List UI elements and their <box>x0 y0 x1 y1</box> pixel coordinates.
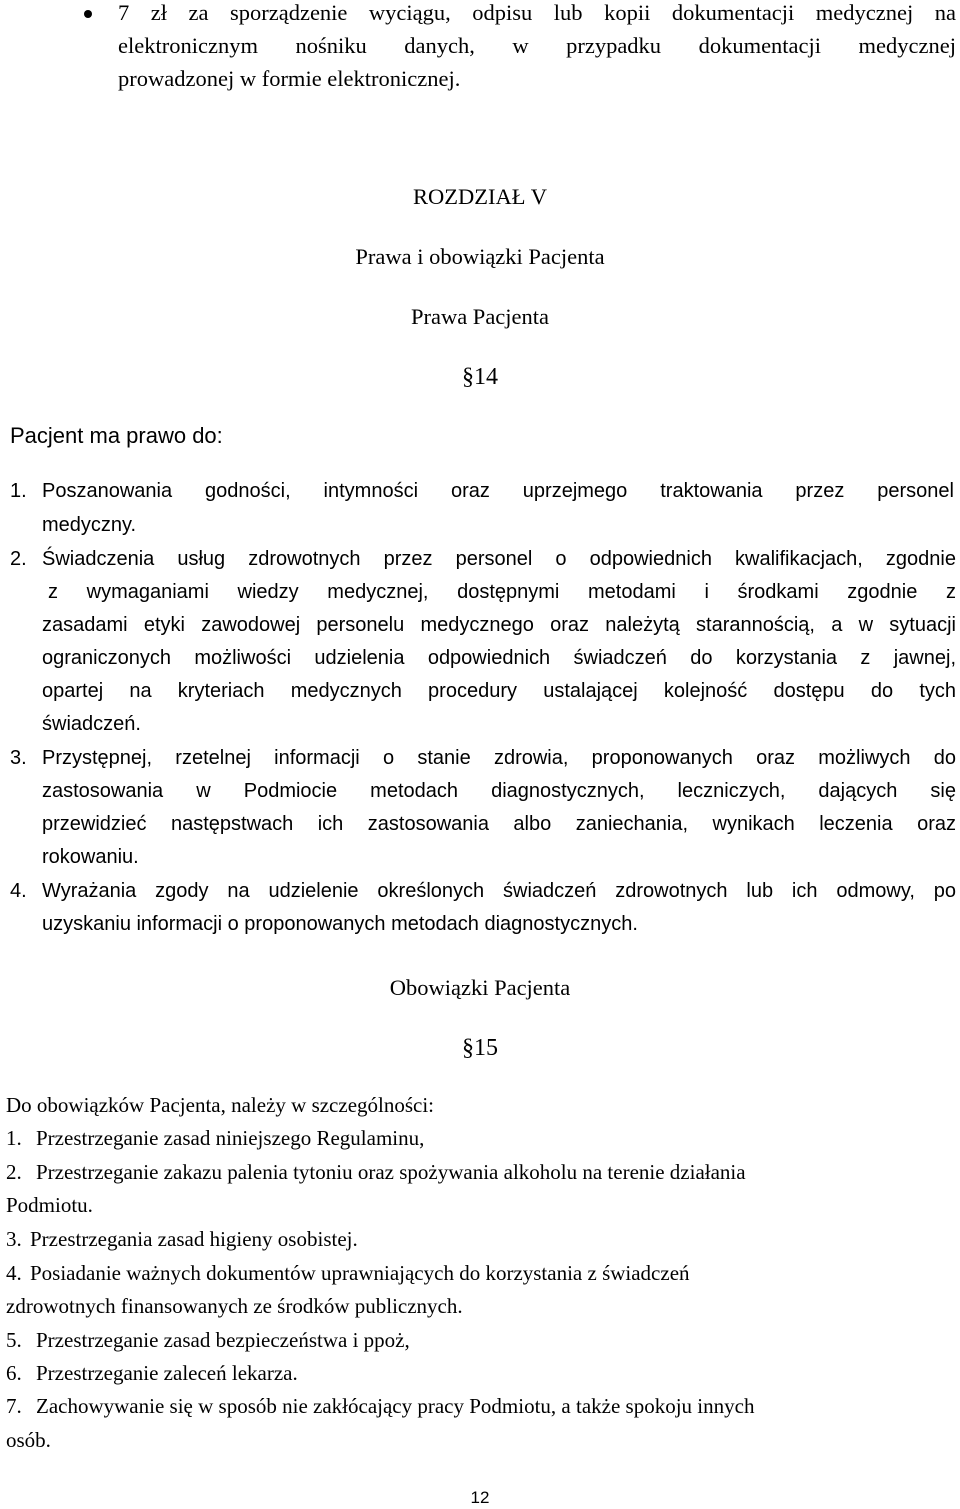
duties-intro: Do obowiązków Pacjenta, należy w szczególności: <box>6 1093 435 1117</box>
list-item-line: ograniczonych możliwości udzielenia odpowiednich świadczeń do korzystania z jawnej, <box>42 647 956 669</box>
list-item-line: przewidzieć następstwach ich zastosowania albo zaniechania, wynikach leczenia oraz <box>42 813 956 835</box>
bullet-dot-icon <box>84 10 92 18</box>
list-item-number: 1. <box>6 1126 22 1150</box>
list-item-line: uzyskaniu informacji o proponowanych metodach diagnostycznych. <box>42 913 638 935</box>
list-item-line: Przystępnej, rzetelnej informacji o stanie zdrowia, proponowanych oraz możliwych do <box>42 747 956 769</box>
list-item-line: Posiadanie ważnych dokumentów uprawniających do korzystania z świadczeń <box>30 1261 690 1285</box>
list-item-line: osób. <box>6 1428 51 1452</box>
list-item-number: 3. <box>10 747 27 769</box>
list-item-line: rokowaniu. <box>42 846 139 868</box>
rights-heading: Prawa Pacjenta <box>410 304 550 329</box>
list-item-number: 7. <box>6 1394 22 1418</box>
list-item-line: zasadami etyki zawodowej personelu medycznego oraz należytą starannością, a w sytuacji <box>42 614 956 636</box>
chapter-title: ROZDZIAŁ V <box>413 184 547 209</box>
list-item-line: medyczny. <box>42 514 137 536</box>
list-item-line: Przestrzeganie zasad bezpieczeństwa i ppoż, <box>36 1328 410 1352</box>
list-item-number: 4. <box>6 1261 22 1285</box>
bullet-line: 7 zł za sporządzenie wyciągu, odpisu lub kopii dokumentacji medycznej na <box>118 0 956 25</box>
rights-section-number: §14 <box>462 364 498 390</box>
list-item-line: zastosowania w Podmiocie metodach diagnostycznych, leczniczych, dających się <box>42 780 956 802</box>
list-item-line: świadczeń. <box>42 713 141 735</box>
list-item-line: Poszanowania godności, intymności oraz uprzejmego traktowania przez personel <box>42 480 954 502</box>
list-item-number: 6. <box>6 1361 22 1385</box>
list-item-line: Przestrzegania zasad higieny osobistej. <box>30 1227 358 1251</box>
list-item-line: Przestrzeganie zaleceń lekarza. <box>36 1361 298 1385</box>
list-item-line: Zachowywanie się w sposób nie zakłócający pracy Podmiotu, a także spokoju innych <box>36 1394 755 1418</box>
list-item-line: z wymaganiami wiedzy medycznej, dostępnymi metodami i środkami zgodnie z <box>48 581 956 603</box>
list-item-number: 3. <box>6 1227 22 1251</box>
list-item-line: Przestrzeganie zasad niniejszego Regulaminu, <box>36 1126 425 1150</box>
list-item-number: 4. <box>10 880 27 902</box>
list-item-line: Wyrażania zgody na udzielenie określonych świadczeń zdrowotnych lub ich odmowy, po <box>42 880 956 902</box>
list-item-line: Świadczenia usług zdrowotnych przez personel o odpowiednich kwalifikacjach, zgodnie <box>42 548 956 570</box>
list-item-line: zdrowotnych finansowanych ze środków publicznych. <box>6 1294 463 1318</box>
list-item-line: Przestrzeganie zakazu palenia tytoniu oraz spożywania alkoholu na terenie działania <box>36 1160 746 1184</box>
chapter-subtitle: Prawa i obowiązki Pacjenta <box>355 244 605 269</box>
list-item-line: Podmiotu. <box>6 1193 93 1217</box>
list-item-number: 5. <box>6 1328 22 1352</box>
duties-heading: Obowiązki Pacjenta <box>389 975 571 1000</box>
list-item-number: 2. <box>6 1160 22 1184</box>
duties-section-number: §15 <box>462 1035 498 1061</box>
bullet-line: prowadzonej w formie elektronicznej. <box>118 66 461 91</box>
list-item-number: 2. <box>10 548 27 570</box>
rights-intro: Pacjent ma prawo do: <box>10 423 223 448</box>
list-item-line: opartej na kryteriach medycznych procedury ustalającej kolejność dostępu do tych <box>42 680 956 702</box>
bullet-line: elektronicznym nośniku danych, w przypadku dokumentacji medycznej <box>118 33 956 58</box>
page-number: 12 <box>470 1488 490 1507</box>
list-item-number: 1. <box>10 480 27 502</box>
